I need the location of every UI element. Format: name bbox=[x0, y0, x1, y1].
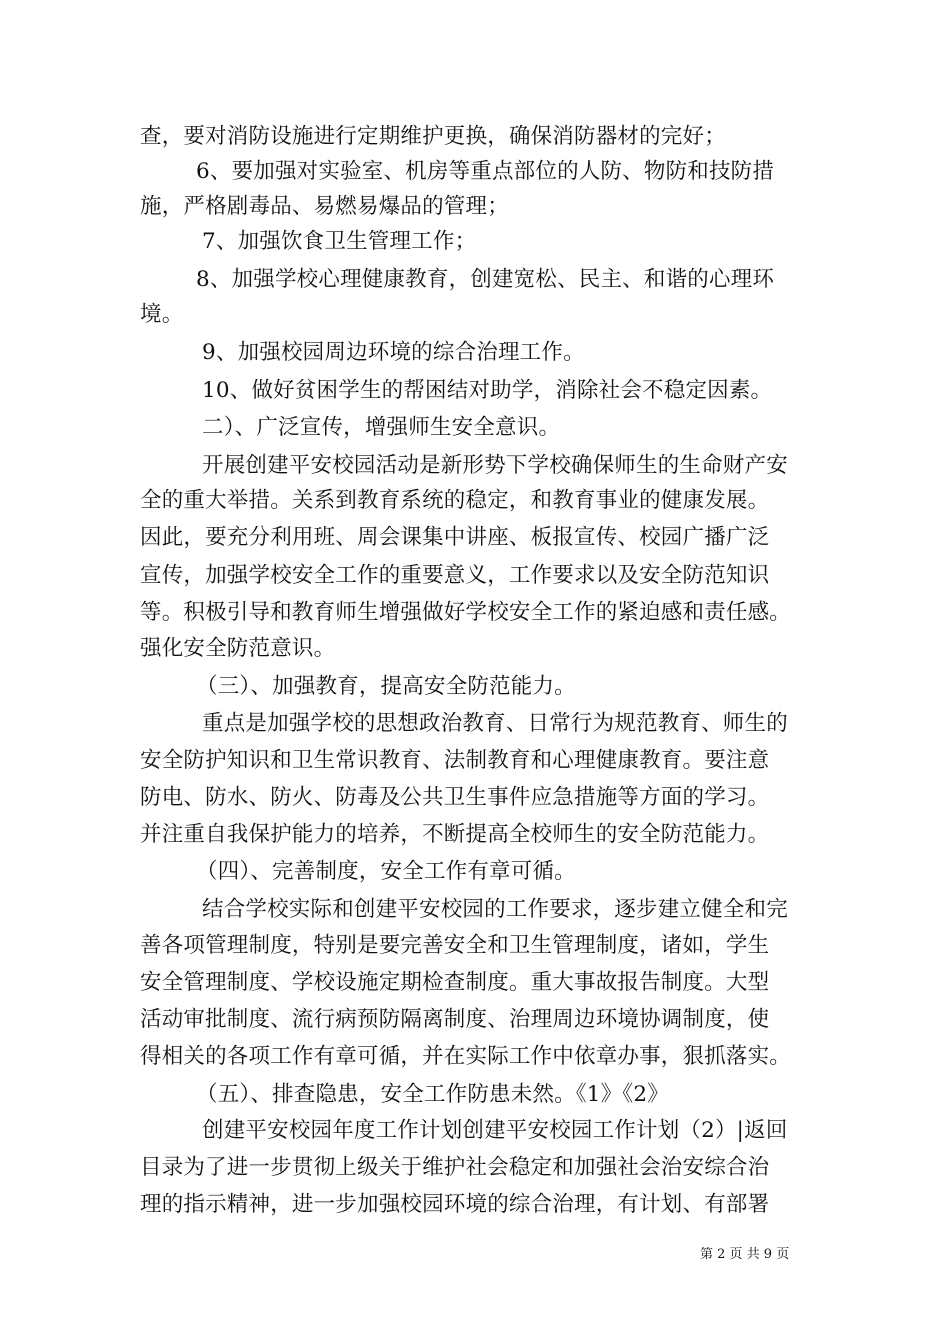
text-line-16: （三）、加强教育，提高安全防范能力。 bbox=[196, 674, 576, 699]
text-line-29: 目录为了进一步贯彻上级关于维护社会稳定和加强社会治安综合治 bbox=[140, 1155, 770, 1180]
text-line-25: 活动审批制度、流行病预防隔离制度、治理周边环境协调制度，使 bbox=[140, 1007, 770, 1032]
text-line-17: 重点是加强学校的思想政治教育、日常行为规范教育、师生的 bbox=[202, 711, 788, 736]
text-line-2: 6、要加强对实验室、机房等重点部位的人防、物防和技防措 bbox=[196, 159, 775, 184]
text-line-28: 创建平安校园年度工作计划创建平安校园工作计划（2）|返回 bbox=[202, 1118, 788, 1143]
text-line-30: 理的指示精神，进一步加强校园环境的综合治理，有计划、有部署 bbox=[140, 1192, 770, 1217]
text-line-20: 并注重自我保护能力的培养，不断提高全校师生的安全防范能力。 bbox=[140, 822, 770, 847]
text-line-11: 全的重大举措。关系到教育系统的稳定，和教育事业的健康发展。 bbox=[140, 488, 770, 513]
text-line-8: 10、做好贫困学生的帮困结对助学，消除社会不稳定因素。 bbox=[202, 378, 773, 403]
text-line-9: 二）、广泛宣传，增强师生安全意识。 bbox=[202, 415, 561, 440]
text-line-27: （五）、排查隐患，安全工作防患未然。《1》《2》 bbox=[196, 1082, 669, 1107]
text-line-22: 结合学校实际和创建平安校园的工作要求，逐步建立健全和完 bbox=[202, 897, 788, 922]
text-line-12: 因此，要充分利用班、周会课集中讲座、板报宣传、校园广播广泛 bbox=[140, 525, 770, 550]
page-number-footer: 第 2 页 共 9 页 bbox=[700, 1247, 790, 1262]
text-line-14: 等。积极引导和教育师生增强做好学校安全工作的紧迫感和责任感。 bbox=[140, 600, 792, 625]
text-line-15: 强化安全防范意识。 bbox=[140, 636, 336, 661]
text-line-5: 8、加强学校心理健康教育，创建宽松、民主、和谐的心理环 bbox=[196, 267, 775, 292]
text-line-19: 防电、防水、防火、防毒及公共卫生事件应急措施等方面的学习。 bbox=[140, 785, 770, 810]
text-line-24: 安全管理制度、学校设施定期检查制度。重大事故报告制度。大型 bbox=[140, 970, 770, 995]
text-line-13: 宣传，加强学校安全工作的重要意义，工作要求以及安全防范知识 bbox=[140, 563, 770, 588]
text-line-21: （四）、完善制度，安全工作有章可循。 bbox=[196, 859, 576, 884]
text-line-23: 善各项管理制度，特别是要完善安全和卫生管理制度，诸如，学生 bbox=[140, 933, 770, 958]
text-line-7: 9、加强校园周边环境的综合治理工作。 bbox=[202, 340, 585, 365]
text-line-18: 安全防护知识和卫生常识教育、法制教育和心理健康教育。要注意 bbox=[140, 748, 770, 773]
text-line-3: 施，严格剧毒品、易燃易爆品的管理； bbox=[140, 194, 509, 219]
text-line-26: 得相关的各项工作有章可循，并在实际工作中依章办事，狠抓落实。 bbox=[140, 1044, 792, 1069]
text-line-1: 查，要对消防设施进行定期维护更换，确保消防器材的完好； bbox=[140, 124, 726, 149]
text-line-6: 境。 bbox=[140, 302, 184, 327]
text-line-4: 7、加强饮食卫生管理工作； bbox=[202, 229, 477, 254]
text-line-10: 开展创建平安校园活动是新形势下学校确保师生的生命财产安 bbox=[202, 453, 788, 478]
